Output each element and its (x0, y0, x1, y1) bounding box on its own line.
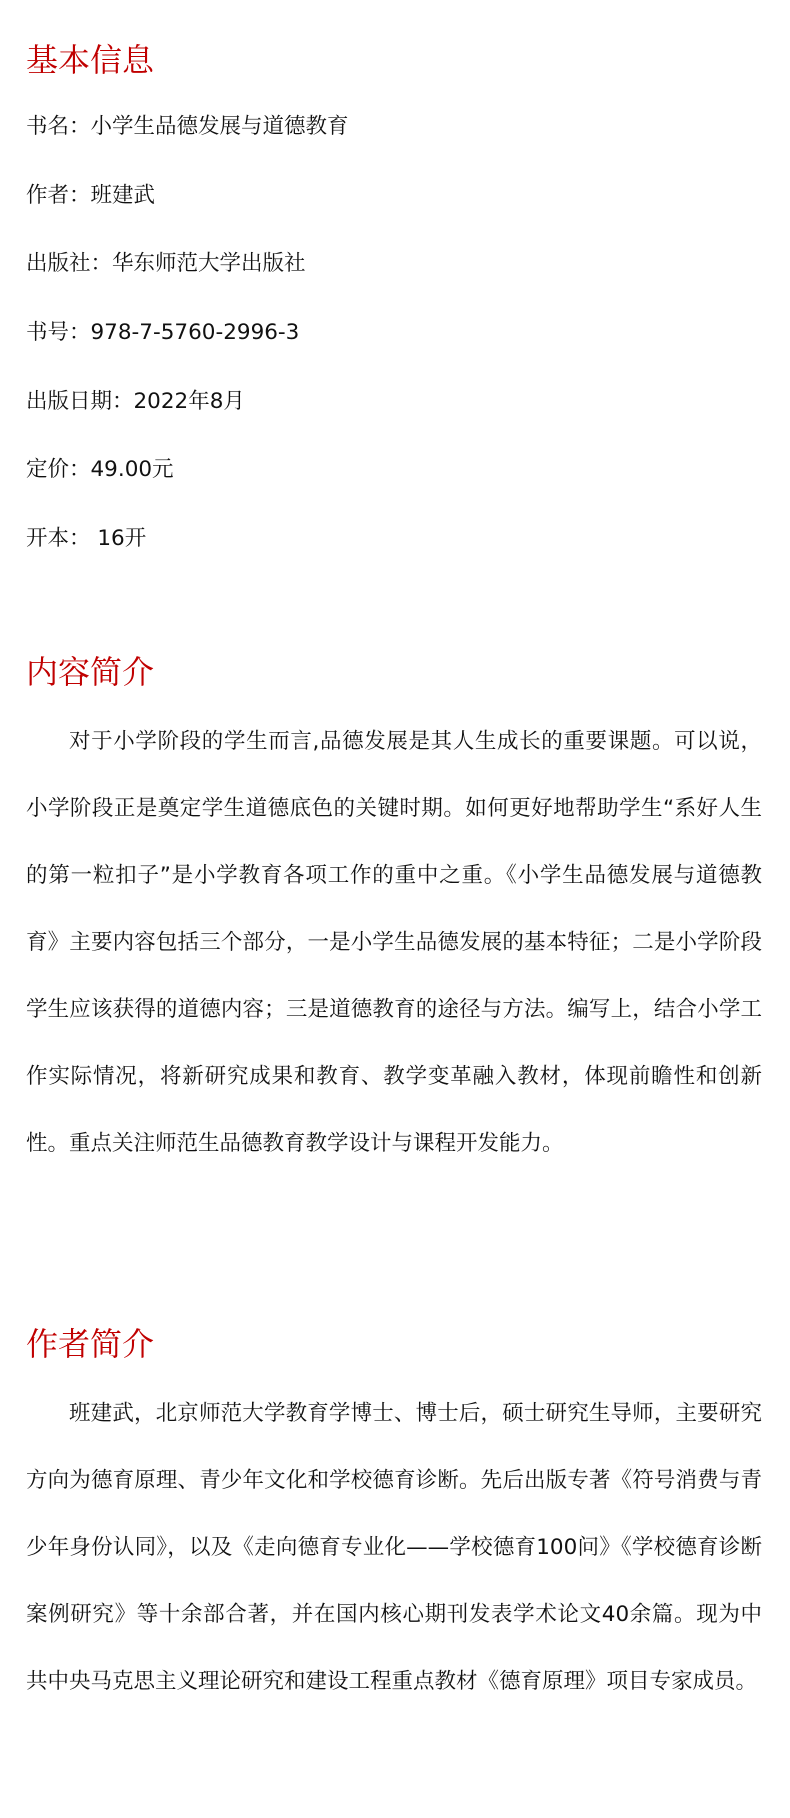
info-row-price: 定价：49.00元 (26, 457, 174, 482)
summary-heading: 内容简介 (26, 653, 155, 691)
author-heading: 作者简介 (26, 1325, 155, 1363)
summary-paragraph: 对于小学阶段的学生而言,品德发展是其人生成长的重要课题。可以说，小学阶段正是奠定学生道德底色的关键时期。如何更好地帮助学生“系好人生的第一粒扣子”是小学教育各项工作的重中之重。《小学生品德发展与道德教育》主要内容包括三个部分，一是小学生品德发展的基本特征；二是小学阶段学生应该获得的道德内容；三是道德教育的途径与方法。编写上，结合小学工作实际情况，将新研究成果和教育、教学变革融入教材，体现前瞻性和创新性。重点关注师范生品德教育教学设计与课程开发能力。 (26, 729, 762, 1156)
info-row-format: 开本： 16开 (26, 526, 147, 551)
basic-info-heading: 基本信息 (26, 41, 155, 79)
info-row-isbn: 书号：978-7-5760-2996-3 (26, 320, 300, 345)
info-row-title: 书名：小学生品德发展与道德教育 (26, 114, 349, 139)
info-row-publish-date: 出版日期：2022年8月 (26, 389, 245, 414)
author-paragraph: 班建武，北京师范大学教育学博士、博士后，硕士研究生导师，主要研究方向为德育原理、青少年文化和学校德育诊断。先后出版专著《符号消费与青少年身份认同》，以及《走向德育专业化——学校德育100问》《学校德育诊断案例研究》等十余部合著，并在国内核心期刊发表学术论文40余篇。现为中共中央马克思主义理论研究和建设工程重点教材《德育原理》项目专家成员。 (26, 1401, 762, 1694)
info-row-publisher: 出版社：华东师范大学出版社 (26, 251, 306, 276)
info-row-author: 作者：班建武 (26, 183, 156, 208)
